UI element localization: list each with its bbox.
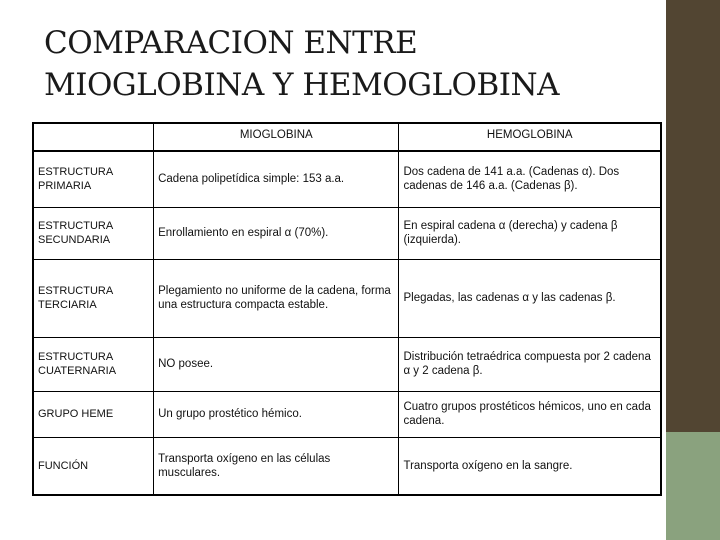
header-cell-hemoglobina: HEMOGLOBINA [399, 123, 661, 151]
header-cell-empty [33, 123, 154, 151]
header-cell-mioglobina: MIOGLOBINA [154, 123, 399, 151]
comparison-table [32, 122, 662, 496]
row-label: ESTRUCTURA SECUNDARIA [33, 207, 154, 259]
hemoglobina-cell: Dos cadena de 141 a.a. (Cadenas α). Dos cadenas de 146 a.a. (Cadenas β). [399, 151, 661, 207]
table-row [33, 391, 661, 437]
side-bar-accent-block [666, 432, 720, 540]
table-row [33, 207, 661, 259]
table-header-row [33, 123, 661, 151]
hemoglobina-cell: Distribución tetraédrica compuesta por 2 cadena α y 2 cadena β. [399, 337, 661, 391]
mioglobina-cell: Un grupo prostético hémico. [154, 391, 399, 437]
hemoglobina-cell: Cuatro grupos prostéticos hémicos, uno en cada cadena. [399, 391, 661, 437]
table-row [33, 151, 661, 207]
mioglobina-cell: Enrollamiento en espiral α (70%). [154, 207, 399, 259]
table-row [33, 259, 661, 337]
decorative-side-bar [666, 0, 720, 540]
side-bar-dark-block [666, 0, 720, 432]
mioglobina-cell: Plegamiento no uniforme de la cadena, forma una estructura compacta estable. [154, 259, 399, 337]
row-label: ESTRUCTURA CUATERNARIA [33, 337, 154, 391]
row-label: FUNCIÓN [33, 437, 154, 495]
slide-title-line-1: COMPARACION ENTRE [44, 25, 418, 61]
row-label: GRUPO HEME [33, 391, 154, 437]
hemoglobina-cell: Transporta oxígeno en la sangre. [399, 437, 661, 495]
table-row [33, 337, 661, 391]
hemoglobina-cell: Plegadas, las cadenas α y las cadenas β. [399, 259, 661, 337]
row-label: ESTRUCTURA TERCIARIA [33, 259, 154, 337]
hemoglobina-cell: En espiral cadena α (derecha) y cadena β (izquierda). [399, 207, 661, 259]
slide-title [44, 22, 644, 106]
table-row [33, 437, 661, 495]
slide-title-line-2: MIOGLOBINA Y HEMOGLOBINA [44, 67, 559, 103]
mioglobina-cell: Cadena polipetídica simple: 153 a.a. [154, 151, 399, 207]
row-label: ESTRUCTURA PRIMARIA [33, 151, 154, 207]
mioglobina-cell: Transporta oxígeno en las células musculares. [154, 437, 399, 495]
mioglobina-cell: NO posee. [154, 337, 399, 391]
